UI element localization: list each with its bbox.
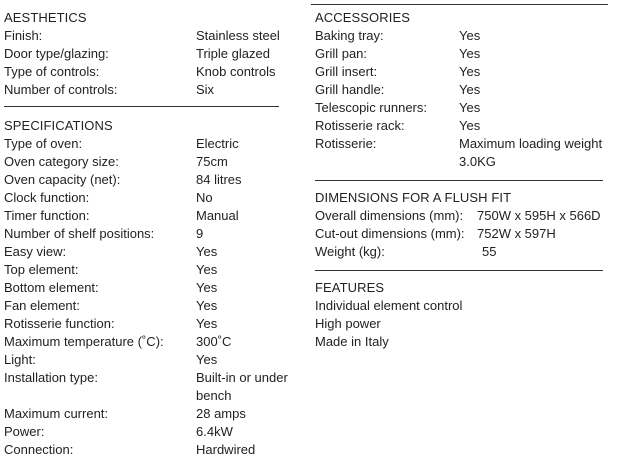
spec-row — [4, 405, 304, 423]
spec-row — [4, 315, 304, 333]
spec-value: Yes — [196, 352, 218, 367]
divider-dimensions — [315, 270, 603, 271]
spec-row — [4, 207, 304, 225]
spec-label: Number of shelf positions: — [4, 226, 155, 241]
spec-row — [4, 351, 304, 369]
spec-label: Grill pan: — [315, 46, 368, 61]
spec-value: Stainless steel — [196, 28, 280, 43]
spec-label: Maximum current: — [4, 406, 109, 421]
spec-label: Type of oven: — [4, 136, 83, 151]
spec-label: Easy view: — [4, 244, 67, 259]
spec-row — [4, 297, 304, 315]
spec-row — [4, 153, 304, 171]
spec-row — [315, 243, 633, 261]
spec-label: Rotisserie: — [315, 136, 377, 151]
spec-row — [4, 81, 304, 99]
spec-label: Weight (kg): — [315, 244, 385, 259]
spec-row — [315, 63, 633, 81]
spec-label: Number of controls: — [4, 82, 118, 97]
spec-label: Fan element: — [4, 298, 80, 313]
spec-value: Yes — [459, 64, 481, 79]
spec-value: Six — [196, 82, 215, 97]
left-column — [4, 0, 304, 463]
spec-label: Light: — [4, 352, 36, 367]
spec-value: 28 amps — [196, 406, 246, 421]
spec-label: Type of controls: — [4, 64, 100, 79]
feature-item: Individual element control — [315, 298, 463, 313]
spec-label: Top element: — [4, 262, 79, 277]
spec-value: Built-in or under bench — [196, 370, 288, 403]
spec-row — [4, 441, 304, 459]
feature-item: High power — [315, 316, 381, 331]
spec-row — [4, 369, 304, 405]
spec-label: Oven category size: — [4, 154, 119, 169]
right-column — [315, 0, 633, 463]
spec-value: 75cm — [196, 154, 228, 169]
spec-value: Yes — [196, 316, 218, 331]
spec-row — [4, 63, 304, 81]
spec-label: Overall dimensions (mm): — [315, 208, 464, 223]
feature-item: Made in Italy — [315, 334, 389, 349]
spec-label: Door type/glazing: — [4, 46, 109, 61]
spec-value: Yes — [196, 280, 218, 295]
spec-row — [4, 27, 304, 45]
spec-value: Knob controls — [196, 64, 276, 79]
spec-value: 300˚C — [196, 334, 232, 349]
spec-label: Bottom element: — [4, 280, 99, 295]
spec-value: Hardwired — [196, 442, 256, 457]
spec-value: Yes — [459, 46, 481, 61]
spec-row — [4, 243, 304, 261]
spec-label: Cut-out dimensions (mm): — [315, 226, 465, 241]
spec-label: Finish: — [4, 28, 43, 43]
spec-label: Grill insert: — [315, 64, 378, 79]
spec-row — [4, 171, 304, 189]
spec-label: Rotisserie function: — [4, 316, 115, 331]
spec-label: Baking tray: — [315, 28, 384, 43]
spec-row — [4, 261, 304, 279]
features-heading: FEATURES — [315, 280, 385, 295]
spec-row — [315, 207, 633, 225]
spec-row — [4, 189, 304, 207]
spec-row — [4, 225, 304, 243]
spec-value: Yes — [459, 82, 481, 97]
spec-value: Triple glazed — [196, 46, 270, 61]
spec-label: Grill handle: — [315, 82, 385, 97]
spec-value: Maximum loading weight 3.0KG — [459, 136, 603, 169]
spec-row — [315, 99, 633, 117]
spec-label: Rotisserie rack: — [315, 118, 405, 133]
spec-value: Manual — [196, 208, 239, 223]
spec-label: Connection: — [4, 442, 74, 457]
specifications-heading: SPECIFICATIONS — [4, 118, 113, 133]
spec-row — [4, 423, 304, 441]
spec-label: Timer function: — [4, 208, 90, 223]
spec-label: Telescopic runners: — [315, 100, 427, 115]
spec-row — [4, 279, 304, 297]
spec-value: Yes — [196, 244, 218, 259]
spec-row — [315, 45, 633, 63]
spec-label: Maximum temperature (˚C): — [4, 334, 164, 349]
spec-row — [4, 45, 304, 63]
spec-row — [315, 81, 633, 99]
spec-value: Yes — [196, 298, 218, 313]
spec-row — [315, 27, 633, 45]
accessories-heading: ACCESSORIES — [315, 10, 411, 25]
spec-label: Oven capacity (net): — [4, 172, 121, 187]
divider-accessories — [315, 180, 603, 181]
spec-value: 9 — [196, 226, 204, 241]
spec-value: 84 litres — [196, 172, 242, 187]
spec-row — [315, 225, 633, 243]
spec-row — [315, 135, 633, 171]
spec-label: Clock function: — [4, 190, 90, 205]
spec-value: 752W x 597H — [477, 226, 556, 241]
spec-label: Power: — [4, 424, 45, 439]
spec-value: Yes — [196, 262, 218, 277]
spec-value: Yes — [459, 100, 481, 115]
spec-row — [315, 117, 633, 135]
divider-aesthetics — [4, 106, 279, 107]
spec-label: Installation type: — [4, 370, 98, 385]
spec-row — [4, 135, 304, 153]
spec-value: 750W x 595H x 566D — [477, 208, 601, 223]
spec-value: No — [196, 190, 213, 205]
spec-value: Yes — [459, 28, 481, 43]
spec-value: 6.4kW — [196, 424, 233, 439]
spec-value: Electric — [196, 136, 239, 151]
aesthetics-heading: AESTHETICS — [4, 10, 87, 25]
spec-value: 55 — [482, 244, 497, 259]
spec-row — [4, 333, 304, 351]
spec-value: Yes — [459, 118, 481, 133]
dimensions-heading: DIMENSIONS FOR A FLUSH FIT — [315, 190, 512, 205]
